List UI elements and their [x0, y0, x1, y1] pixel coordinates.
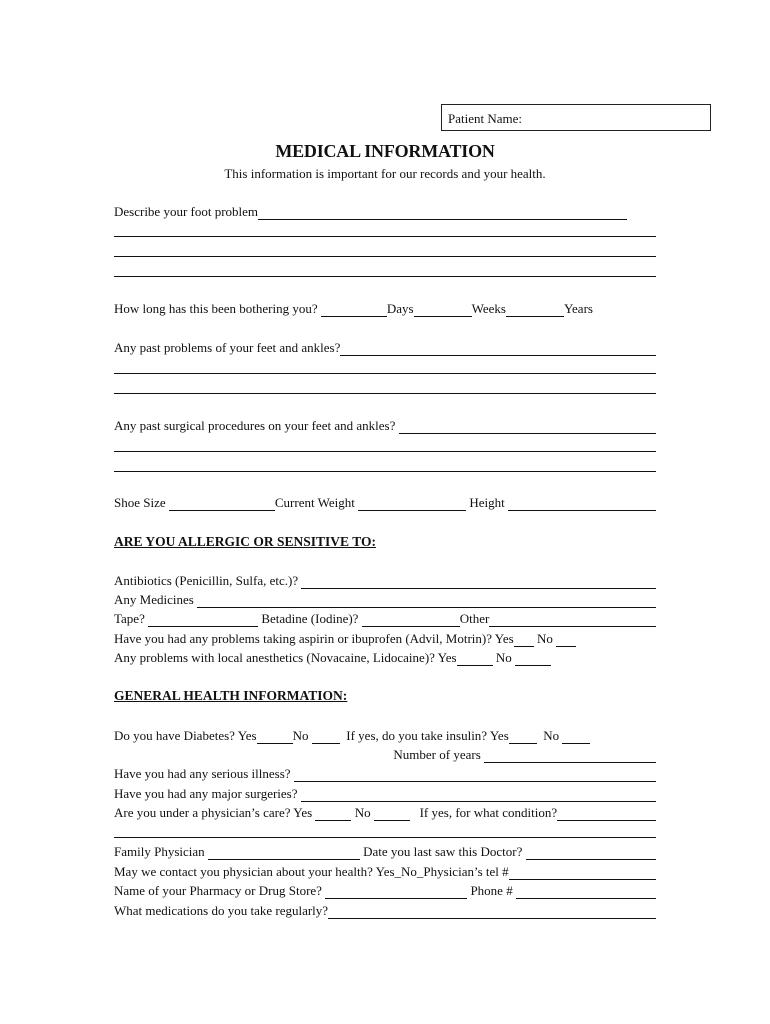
antibiotics-blank[interactable]: [301, 576, 656, 589]
weeks-label: Weeks: [471, 301, 506, 316]
current-weight-blank[interactable]: [358, 498, 466, 511]
physician-care-yes-blank[interactable]: [315, 808, 351, 821]
foot-problem-row: [114, 204, 656, 220]
form-subtitle: This information is important for our records and your health.: [224, 166, 546, 181]
patient-name-field[interactable]: [441, 104, 711, 131]
foot-problem-line-1[interactable]: [114, 236, 656, 237]
phone-blank[interactable]: [516, 886, 656, 899]
shoe-size-blank[interactable]: [169, 498, 275, 511]
family-physician-label: Family Physician: [114, 844, 205, 859]
last-saw-doctor-label: Date you last saw this Doctor?: [363, 844, 523, 859]
physician-care-no-blank[interactable]: [374, 808, 410, 821]
allergy-heading: ARE YOU ALLERGIC OR SENSITIVE TO:: [114, 534, 376, 549]
aspirin-question: Have you had any problems taking aspirin or ibuprofen (Advil, Motrin)? Yes: [114, 631, 514, 646]
past-problems-line-1[interactable]: [114, 373, 656, 374]
diabetes-no-blank[interactable]: [312, 731, 340, 744]
foot-problem-line-2[interactable]: [114, 256, 656, 257]
serious-illness-blank[interactable]: [294, 769, 656, 782]
diabetes-yes-blank[interactable]: [257, 731, 293, 744]
insulin-no-blank[interactable]: [562, 731, 590, 744]
antibiotics-label: Antibiotics (Penicillin, Sulfa, etc.)?: [114, 573, 299, 588]
physician-condition-line[interactable]: [114, 837, 656, 838]
insulin-no-label: No: [543, 728, 560, 743]
physician-condition-label: If yes, for what condition?: [419, 805, 558, 820]
last-saw-doctor-blank[interactable]: [526, 847, 656, 860]
major-surgeries-row: [114, 786, 656, 802]
physician-care-row: [114, 805, 656, 821]
betadine-blank[interactable]: [362, 614, 460, 627]
past-surgical-row: [114, 418, 656, 434]
antibiotics-row: [114, 573, 656, 589]
past-surgical-blank[interactable]: [399, 421, 656, 434]
medications-blank[interactable]: [328, 906, 656, 919]
medications-row: [114, 903, 656, 919]
days-blank[interactable]: [321, 304, 387, 317]
past-problems-label: Any past problems of your feet and ankles?: [114, 340, 341, 355]
pharmacy-label: Name of your Pharmacy or Drug Store?: [114, 883, 322, 898]
foot-problem-line-3[interactable]: [114, 276, 656, 277]
family-physician-blank[interactable]: [208, 847, 360, 860]
number-of-years-row: [114, 747, 656, 763]
past-problems-row: [114, 340, 656, 356]
days-label: Days: [386, 301, 414, 316]
height-label: Height: [469, 495, 505, 510]
anesthetic-no-label: No: [495, 650, 512, 665]
medicines-blank[interactable]: [197, 595, 656, 608]
medicines-label: Any Medicines: [114, 592, 194, 607]
physician-care-no-label: No: [354, 805, 371, 820]
foot-problem-label: Describe your foot problem: [114, 204, 259, 219]
contact-physician-row: [114, 864, 656, 880]
aspirin-yes-blank[interactable]: [514, 634, 534, 647]
number-of-years-blank[interactable]: [484, 750, 656, 763]
patient-name-label: Patient Name:: [448, 111, 523, 126]
anesthetic-row: [114, 650, 656, 666]
family-physician-row: [114, 844, 656, 860]
past-surgical-label: Any past surgical procedures on your feet and ankles?: [114, 418, 396, 433]
tape-blank[interactable]: [148, 614, 258, 627]
current-weight-label: Current Weight: [274, 495, 355, 510]
height-blank[interactable]: [508, 498, 656, 511]
measurements-row: [114, 495, 656, 511]
aspirin-no-label: No: [536, 631, 553, 646]
serious-illness-label: Have you had any serious illness?: [114, 766, 291, 781]
major-surgeries-blank[interactable]: [301, 789, 656, 802]
diabetes-row: [114, 728, 656, 744]
physician-tel-blank[interactable]: [509, 867, 656, 880]
insulin-yes-blank[interactable]: [509, 731, 537, 744]
form-title: MEDICAL INFORMATION: [275, 141, 495, 161]
years-blank[interactable]: [506, 304, 564, 317]
medications-label: What medications do you take regularly?: [114, 903, 329, 918]
duration-row: [114, 301, 656, 317]
contact-physician-label: May we contact you physician about your health? Yes_No_Physician’s tel #: [114, 864, 509, 879]
major-surgeries-label: Have you had any major surgeries?: [114, 786, 298, 801]
other-label: Other: [459, 611, 490, 626]
years-label: Years: [563, 301, 593, 316]
past-surgical-line-2[interactable]: [114, 471, 656, 472]
anesthetic-no-blank[interactable]: [515, 653, 551, 666]
diabetes-question: Do you have Diabetes? Yes: [114, 728, 257, 743]
general-health-heading: GENERAL HEALTH INFORMATION:: [114, 688, 348, 703]
past-problems-line-2[interactable]: [114, 393, 656, 394]
pharmacy-row: [114, 883, 656, 899]
anesthetic-yes-blank[interactable]: [457, 653, 493, 666]
insulin-question: If yes, do you take insulin? Yes: [346, 728, 509, 743]
shoe-size-label: Shoe Size: [114, 495, 166, 510]
past-surgical-line-1[interactable]: [114, 451, 656, 452]
betadine-label: Betadine (Iodine)?: [261, 611, 359, 626]
past-problems-blank[interactable]: [340, 343, 656, 356]
serious-illness-row: [114, 766, 656, 782]
diabetes-no-label: No: [292, 728, 309, 743]
aspirin-no-blank[interactable]: [556, 634, 576, 647]
weeks-blank[interactable]: [414, 304, 472, 317]
physician-care-question: Are you under a physician’s care? Yes: [114, 805, 313, 820]
physician-condition-blank[interactable]: [557, 808, 656, 821]
anesthetic-question: Any problems with local anesthetics (Novacaine, Lidocaine)? Yes: [114, 650, 457, 665]
number-of-years-label: Number of years: [393, 747, 481, 762]
tape-label: Tape?: [114, 611, 145, 626]
other-blank[interactable]: [489, 614, 656, 627]
phone-label: Phone #: [470, 883, 513, 898]
pharmacy-blank[interactable]: [325, 886, 467, 899]
duration-question: How long has this been bothering you?: [114, 301, 318, 316]
tape-row: [114, 611, 656, 627]
medicines-row: [114, 592, 656, 608]
foot-problem-blank[interactable]: [258, 207, 627, 220]
aspirin-row: [114, 631, 656, 647]
